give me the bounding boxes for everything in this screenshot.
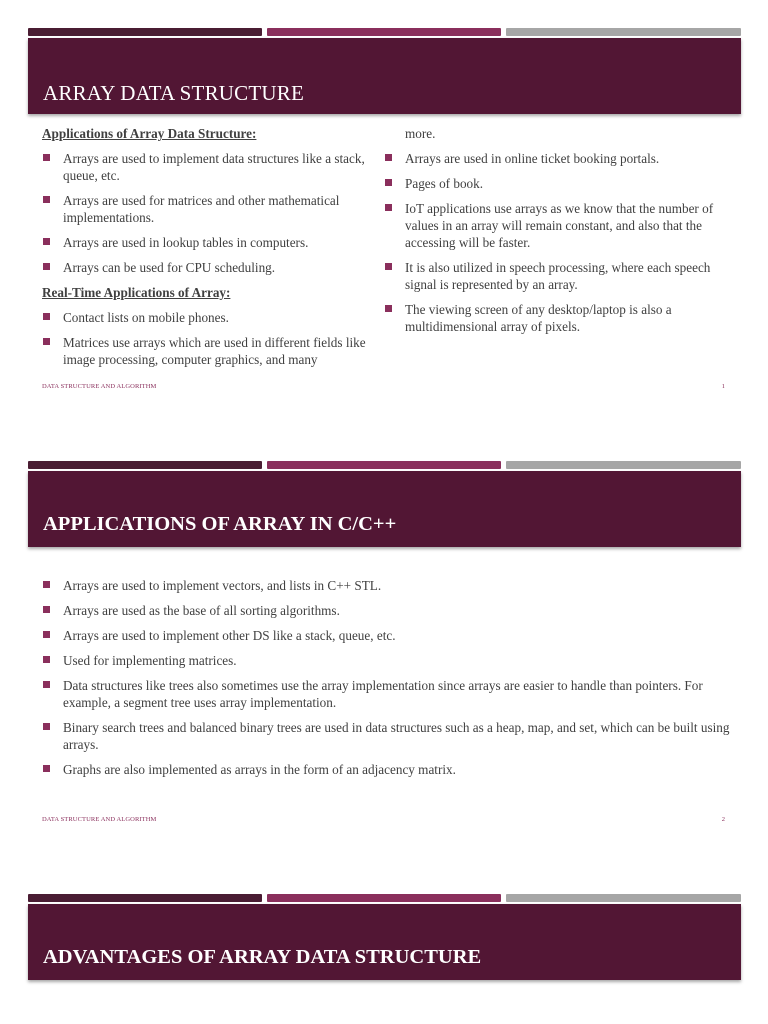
list-item: Arrays are used to implement vectors, and lists in C++ STL.	[42, 577, 732, 594]
list-item: Contact lists on mobile phones.	[42, 309, 374, 326]
list-item: It is also utilized in speech processing, where each speech signal is represented by an array.	[384, 259, 726, 293]
slide-title: APPLICATIONS OF ARRAY IN C/C++	[43, 513, 397, 535]
slide-title: ADVANTAGES OF ARRAY DATA STRUCTURE	[43, 946, 482, 968]
list-item: Arrays are used to implement other DS like a stack, queue, etc.	[42, 627, 732, 644]
list-item: Arrays are used in lookup tables in computers.	[42, 234, 374, 251]
accent-bar-magenta	[267, 894, 501, 902]
title-band	[28, 904, 741, 980]
list-item: Data structures like trees also sometimes use the array implementation since arrays are easier to handle than pointers. For example, a segment tree uses array implementation.	[42, 677, 732, 711]
slide-title: ARRAY DATA STRUCTURE	[43, 81, 304, 105]
accent-bar-gray	[506, 894, 741, 902]
section-heading-realtime: Real-Time Applications of Array:	[42, 285, 231, 300]
list-item: Arrays are used to implement data structures like a stack, queue, etc.	[42, 150, 374, 184]
list-item: Matrices use arrays which are used in different fields like image processing, computer graphics, and many	[42, 334, 374, 368]
list-item: Arrays can be used for CPU scheduling.	[42, 259, 374, 276]
list-item: Arrays are used in online ticket booking portals.	[384, 150, 726, 167]
list-item: Arrays are used as the base of all sorting algorithms.	[42, 602, 732, 619]
accent-bar-dark	[28, 894, 262, 902]
list-item: Pages of book.	[384, 175, 726, 192]
list-item: The viewing screen of any desktop/laptop is also a multidimensional array of pixels.	[384, 301, 726, 335]
list-item: Used for implementing matrices.	[42, 652, 732, 669]
page-number: 1	[721, 383, 725, 390]
list-item: Graphs are also implemented as arrays in the form of an adjacency matrix.	[42, 761, 732, 778]
list-item: Binary search trees and balanced binary trees are used in data structures such as a heap, map, and set, which can be built using arrays.	[42, 719, 732, 753]
list-item: IoT applications use arrays as we know that the number of values in an array will remain constant, and also that the accessing will be faster.	[384, 200, 726, 251]
list-item: Arrays are used for matrices and other mathematical implementations.	[42, 192, 374, 226]
continuation-text: more.	[405, 126, 436, 141]
top-accent-bars	[28, 894, 741, 902]
page-number: 2	[721, 816, 725, 823]
slide-footer: DATA STRUCTURE AND ALGORITHM	[42, 816, 157, 823]
section-heading-applications: Applications of Array Data Structure:	[42, 126, 257, 141]
slide-footer: DATA STRUCTURE AND ALGORITHM	[42, 383, 157, 390]
